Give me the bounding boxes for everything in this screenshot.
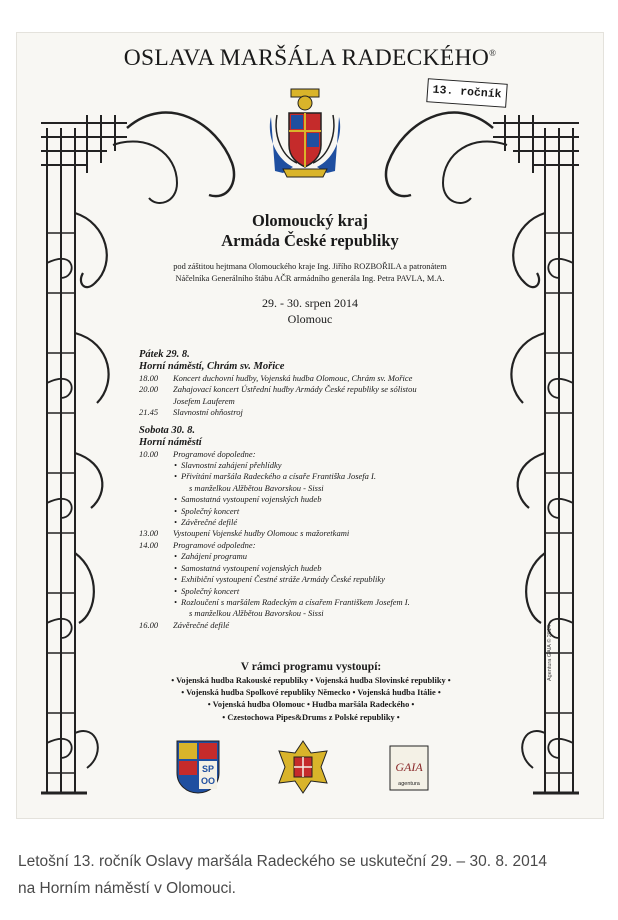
edition-stamp: 13. ročník (426, 78, 507, 108)
patronage-text (137, 261, 483, 284)
program-item-continuation: s manželkou Alžbětou Bavorskou - Sissi (189, 608, 324, 619)
performers-row: • Vojenská hudba Spolkové republiky Německo • Vojenská hudba Itálie • (181, 688, 441, 698)
program-item: • Zahájení programu (139, 551, 479, 562)
day-place-saturday: Horní náměstí (139, 436, 202, 448)
date-range: 29. - 30. srpen 2014 (262, 296, 358, 310)
poster-title-text: OSLAVA MARŠÁLA RADECKÉHO (123, 45, 490, 71)
caption-line: na Horním náměstí v Olomouci. (18, 880, 236, 897)
program-item: • Společný koncert (139, 506, 479, 517)
schedule-row: 21.45 Slavnostní ohňostroj (139, 407, 243, 418)
schedule-row: 20.00 Zahajovací koncert Ústřední hudby Armády České republiky se sólistou (139, 384, 417, 395)
event-poster (16, 32, 604, 819)
coat-of-arms-emblem (263, 87, 347, 179)
program-item: • Společný koncert (139, 586, 479, 597)
program-item-continuation: s manželkou Alžbětou Bavorskou - Sissi (189, 482, 324, 493)
program-schedule (139, 349, 479, 631)
caption-line: Letošní 13. ročník Oslavy maršála Radeckého se uskuteční 29. – 30. 8. 2014 (18, 853, 548, 870)
event-city: Olomouc (287, 312, 333, 326)
army-emblem-logo (275, 739, 331, 795)
patronage-line: pod záštitou hejtmana Olomouckého kraje Ing. Jiřího ROZBOŘILA a patronátem (173, 262, 447, 271)
schedule-row: 18.00 Koncert duchovní hudby, Vojenská hudba Olomouc, Chrám sv. Mořice (139, 373, 413, 383)
schedule-row: 10.00 Programové dopoledne: (139, 448, 256, 459)
event-dates (137, 295, 483, 327)
schedule-row: 14.00 Programové odpoledne: (139, 539, 256, 550)
patronage-line: Náčelníka Generálního štábu AČR armádního generála Ing. Petra PAVLA, M.A. (175, 273, 445, 283)
gaia-word: GAIA (395, 760, 423, 774)
schedule-row: Josefem Lauferem (173, 395, 235, 406)
gaia-sub: agentura (398, 781, 420, 787)
image-caption (18, 848, 602, 902)
day-heading-friday: Pátek 29. 8. (139, 349, 190, 360)
olomouc-region-logo (175, 739, 221, 795)
performers-row: • Czestochowa Pipes&Drums z Polské republiky • (222, 712, 400, 722)
program-item: • Slavnostní zahájení přehlídky (139, 460, 479, 471)
gaia-agency-logo (389, 745, 429, 791)
day-heading-saturday: Sobota 30. 8. (139, 424, 196, 436)
performers-section (115, 659, 507, 724)
organizer-army: Armáda České republiky (221, 231, 399, 250)
kraj-letters-top: SP (201, 764, 215, 774)
schedule-row: 16.00 Závěrečné defilé (139, 619, 230, 630)
program-item: • Rozloučení s maršálem Radeckým a císařem Františkem Josefem I. (139, 597, 479, 608)
program-item: • Exhibiční vystoupení Čestné stráže Armády České republiky (139, 574, 479, 585)
side-credit: Agentura GAIA © 2014 (547, 624, 553, 682)
day-place-friday: Horní náměstí, Chrám sv. Mořice (139, 361, 285, 372)
program-item: • Samostatná vystoupení vojenských hudeb (139, 494, 479, 505)
performers-row: • Vojenská hudba Olomouc • Hudba maršála Radeckého • (207, 700, 415, 710)
poster-title (17, 45, 603, 72)
kraj-letters-bottom: OO (200, 776, 216, 786)
performers-heading: V rámci programu vystoupí: (240, 661, 382, 673)
program-item: • Samostatná vystoupení vojenských hudeb (139, 563, 479, 574)
program-item: • Přivítání maršála Radeckého a císaře Františka Josefa I. (139, 471, 479, 482)
organizer-region: Olomoucký kraj (252, 211, 368, 230)
registered-mark: ® (489, 48, 497, 59)
schedule-row: 13.00 Vystoupení Vojenské hudby Olomouc s mažoretkami (139, 528, 350, 539)
program-item: • Závěrečné defilé (139, 517, 479, 528)
organizers (137, 211, 483, 251)
performers-row: • Vojenská hudba Rakouské republiky • Vojenská hudba Slovinské republiky • (171, 676, 451, 685)
